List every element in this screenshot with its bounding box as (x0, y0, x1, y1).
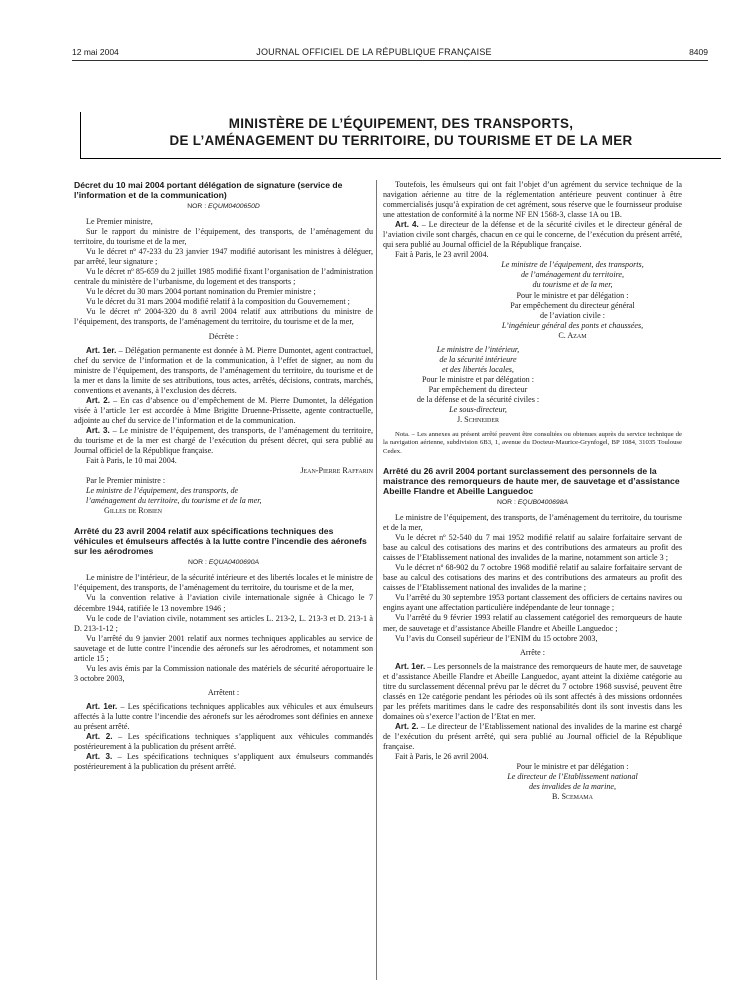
sig-line: L’ingénieur général des ponts et chaussées, (501, 320, 644, 330)
article-text: – Les spécifications techniques s’appliquent aux émulseurs commandés postérieurement à la publication du présent arrêté. (74, 752, 373, 772)
arrete1-nor (74, 558, 373, 567)
article-label: Art. 1er. (395, 661, 426, 671)
article-text: – Délégation permanente est donnée à M. Pierre Dumontet, agent contractuel, chef du service de l’information et de la communication, à l’effet de signer, au nom du ministre de l’équipement, des transports, de l’aménagement du territoire, du tourisme et de la mer et dans la limite de ses attributions, tous actes, arrêtés, décisions, contrats, marchés, conventions et avenants, à l’exclusion des décrets. (74, 345, 373, 395)
ministry-heading-line2: DE L’AMÉNAGEMENT DU TERRITOIRE, DU TOURISME ET DE LA MER (169, 133, 633, 148)
header-date: 12 mai 2004 (72, 47, 119, 57)
paragraph: Vu le décret nº 68-902 du 7 octobre 1968 modifié relatif au salaire forfaitaire servant de base au calcul des cotisations des marins et des contributions des armateurs au profit des caisses de l’Etablissement national des invalides de la marine ; (383, 563, 682, 593)
article (74, 426, 373, 456)
decrete-heading: Décrète : (208, 331, 239, 341)
sig-name: C. Azam (558, 330, 587, 340)
article-label: Art. 2. (395, 721, 419, 731)
article-text: – Les personnels de la maistrance des remorqueurs de haute mer, de sauvetage et d’assistance Abeille Flandre et Abeille Languedoc, ayant atteint la dixième catégorie au titre du surclassement décennal prévu par le décret du 7 octobre 1968 susvisé, peuvent être classés en 12e catégorie pendant les périodes où ils sont affectés à des missions ordonnées par les préfets maritimes dans le cadre des responsabilités dont ils sont investis dans les domaines où s’exerce l’action de l’Etat en mer. (383, 661, 682, 721)
nor-code: EQUA0400690A (208, 559, 260, 567)
paragraph: Vu l’arrêté du 30 septembre 1953 portant classement des officiers de certains navires ou engins ayant une affectation particulière indépendante de leur tonnage ; (383, 593, 682, 613)
journal-title: JOURNAL OFFICIEL DE LA RÉPUBLIQUE FRANÇAISE (256, 47, 492, 57)
paragraph: Toutefois, les émulseurs qui ont fait l’objet d’un agrément du service technique de la navigation aérienne au titre de la réglementation antérieure peuvent continuer à être commercialisés jusqu’à expiration de cet agrément, sous réserve que le fournisseur produise une attestation de conformité à la norme NF EN 1568-3, classe 1A ou 1B. (383, 180, 682, 220)
paragraph: Vu le décret nº 85-659 du 2 juillet 1985 modifié fixant l’organisation de l’administration centrale du ministère de l’urbanisme, du logement et des transports ; (74, 267, 373, 287)
nota-note: Nota. – Les annexes au présent arrêté peuvent être consultées ou obtenues auprès du service technique de la navigation aérienne, subdivision 6B3, 1, avenue du Docteur-Maurice-Grynfogel, BP 1084, 31035 Toulouse Cedex. (383, 431, 682, 455)
sig-line: Par empêchement du directeur (428, 384, 528, 394)
sig-line: Le ministre de l’intérieur, (436, 344, 520, 354)
article (74, 702, 373, 732)
nor-code: EQUB0400698A (517, 499, 569, 507)
article-text: – Le ministre de l’équipement, des transports, de l’aménagement du territoire, du tourisme et de la mer est chargé de l’exécution du présent décret, qui sera publié au Journal officiel de la République française. (74, 425, 373, 456)
paragraph: Vu le décret nº 2004-320 du 8 avril 2004 relatif aux attributions du ministre de l’équipement, des transports, de l’aménagement du territoire, du tourisme et de la mer, (74, 307, 373, 327)
sig-line: de la sécurité intérieure (439, 354, 517, 364)
column-separator (376, 180, 377, 980)
paragraph: Vu l’arrêté du 9 février 1993 relatif au classement catégoriel des remorqueurs de haute mer, de sauvetage et d’assistance Abeille Flandre et Abeille Languedoc ; (383, 613, 682, 633)
article-text: – En cas d’absence ou d’empêchement de M. Pierre Dumontet, la délégation visée à l’article 1er est accordée à Mme Brigitte Druenne-Prissette, agente contractuelle, adjointe au chef du service de l’information et de la communication. (74, 395, 373, 425)
sig-line: de l’aviation civile : (540, 310, 605, 320)
article (383, 662, 682, 722)
article (74, 396, 373, 426)
signature-secondary: Gilles de Robien (104, 506, 162, 516)
paragraph: Vu le décret du 30 mars 2004 portant nomination du Premier ministre ; (86, 287, 316, 297)
article (383, 220, 682, 250)
article-text: – Le directeur de la défense et de la sécurité civiles et le directeur général de l’aviation civile sont chargés, chacun en ce qui le concerne, de l’exécution du présent arrêté, qui sera publié au Journal officiel de la République française. (383, 220, 682, 250)
article-text: – Les spécifications techniques applicables aux véhicules et aux émulseurs affectés à la lutte contre l’incendie des aéronefs sur les aérodromes sont définies en annexe au présent arrêté. (74, 701, 373, 732)
article-text: – Les spécifications techniques s’appliquent aux véhicules commandés postérieurement à la publication du présent arrêté. (74, 732, 373, 752)
sig-line: des invalides de la marine, (529, 782, 616, 792)
sig-line: Le ministre de l’équipement, des transports, (501, 260, 644, 270)
fait-line: Fait à Paris, le 26 avril 2004. (395, 752, 489, 762)
page-number: 8409 (689, 47, 708, 57)
article-label: Art. 1er. (86, 345, 117, 355)
paragraph: Vu le décret nº 52-540 du 7 mai 1952 modifié relatif au salaire forfaitaire servant de base au calcul des cotisations des marins et des contributions des armateurs au profit des caisses de l’Etablissement national des invalides de la marine, notamment son article 3 ; (383, 533, 682, 563)
nor-label: NOR : (187, 559, 207, 567)
fait-line: Fait à Paris, le 23 avril 2004. (395, 250, 489, 260)
article-label: Art. 2. (86, 732, 113, 742)
nor-code: EQUM0400650D (208, 203, 260, 210)
decret-title: Décret du 10 mai 2004 portant délégation de signature (service de l’information et de la communication) (74, 180, 343, 200)
par-line: Par le Premier ministre : (86, 476, 166, 486)
arrete-heading: Arrête : (520, 647, 545, 657)
signature-primary: Jean-Pierre Raffarin (300, 466, 373, 476)
sig-line: Le sous-directeur, (449, 405, 507, 415)
signature-block-interieur (383, 345, 573, 425)
paragraph: Le Premier ministre, (86, 217, 153, 226)
sig-name: J. Schneider (456, 415, 500, 425)
header-rule (72, 60, 708, 61)
sig-line: de la défense et de la sécurité civiles : (416, 394, 540, 404)
right-column (383, 180, 682, 802)
sig-line: du tourisme et de la mer, (532, 280, 613, 290)
ministry-heading-box (80, 112, 721, 159)
sig-line: de l’aménagement du territoire, (520, 270, 625, 280)
sig-line: et des libertés locales, (442, 364, 514, 374)
fait-line: Fait à Paris, le 10 mai 2004. (86, 456, 177, 466)
paragraph: Vu l’arrêté du 9 janvier 2001 relatif aux normes techniques applicables au service de sauvetage et de lutte contre l’incendie des aéronefs sur les aérodromes, et notamment son article 15 ; (74, 633, 373, 663)
arrete2-title: Arrêté du 26 avril 2004 portant surclassement des personnels de la maistrance des remorqueurs de haute mer, de sauvetage et d’assistance Abeille Flandre et Abeille Languedoc (383, 466, 680, 497)
article-label: Art. 4. (395, 220, 419, 230)
article-label: Art. 2. (86, 395, 111, 405)
paragraph: Vu le code de l’aviation civile, notamment ses articles L. 213-2, L. 213-3 et D. 213-1 à D. 213-1-12 ; (74, 613, 373, 633)
article-label: Art. 3. (86, 425, 110, 435)
signature-block-equipement (463, 260, 682, 340)
paragraph: Sur le rapport du ministre de l’équipement, des transports, de l’aménagement du territoire, du tourisme et de la mer, (74, 227, 373, 247)
article (74, 732, 373, 752)
article-label: Art. 3. (86, 752, 113, 762)
article (74, 346, 373, 396)
signature-block-enim (463, 762, 682, 802)
ministry-heading-line1: MINISTÈRE DE L’ÉQUIPEMENT, DES TRANSPORTS, (228, 116, 574, 131)
sig-name: B. Scemama (552, 792, 593, 802)
paragraph: Vu la convention relative à l’aviation civile internationale signée à Chicago le 7 décembre 1944, ratifiée le 13 novembre 1946 ; (74, 593, 373, 613)
sig-line: Pour le ministre et par délégation : (516, 290, 629, 300)
arretent-heading: Arrêtent : (207, 687, 240, 697)
paragraph: Vu l’avis du Conseil supérieur de l’ENIM du 15 octobre 2003, (395, 633, 598, 643)
paragraph: Vu le décret nº 47-233 du 23 janvier 1947 modifié autorisant les ministres à déléguer, par arrêté, leur signature ; (74, 247, 373, 267)
minister-title: Le ministre de l’équipement, des transports, de l’aménagement du territoire, du tourisme et de la mer, (86, 486, 262, 506)
paragraph: Le ministre de l’équipement, des transports, de l’aménagement du territoire, du tourisme et de la mer, (383, 513, 682, 533)
sig-line: Pour le ministre et par délégation : (422, 374, 534, 384)
paragraph: Vu le décret du 31 mars 2004 modifié relatif à la composition du Gouvernement ; (86, 297, 350, 307)
decret-nor (74, 202, 373, 211)
article-label: Art. 1er. (86, 701, 118, 711)
sig-line: Par empêchement du directeur général (510, 300, 635, 310)
article (383, 722, 682, 752)
paragraph: Le ministre de l’intérieur, de la sécurité intérieure et des libertés locales et le ministre de l’équipement, des transports, de l’aménagement du territoire, du tourisme et de la mer, (74, 573, 373, 593)
arrete1-title: Arrêté du 23 avril 2004 relatif aux spécifications techniques des véhicules et émulseurs affectés à la lutte contre l’incendie des aéronefs sur les aérodromes (74, 526, 367, 557)
nor-label: NOR : (496, 499, 516, 507)
nor-label: NOR : (187, 203, 207, 210)
article-text: – Le directeur de l’Etablissement national des invalides de la marine est chargé de l’exécution du présent arrêté, qui sera publié au Journal officiel de la République française. (383, 721, 682, 752)
sig-line: Pour le ministre et par délégation : (516, 762, 629, 772)
article (74, 752, 373, 772)
arrete2-nor (383, 498, 682, 507)
sig-line: Le directeur de l’Etablissement national (507, 772, 638, 782)
paragraph: Vu les avis émis par la Commission nationale des matériels de sécurité aéroportuaire le 3 octobre 2003, (74, 663, 373, 683)
left-column (74, 180, 373, 772)
